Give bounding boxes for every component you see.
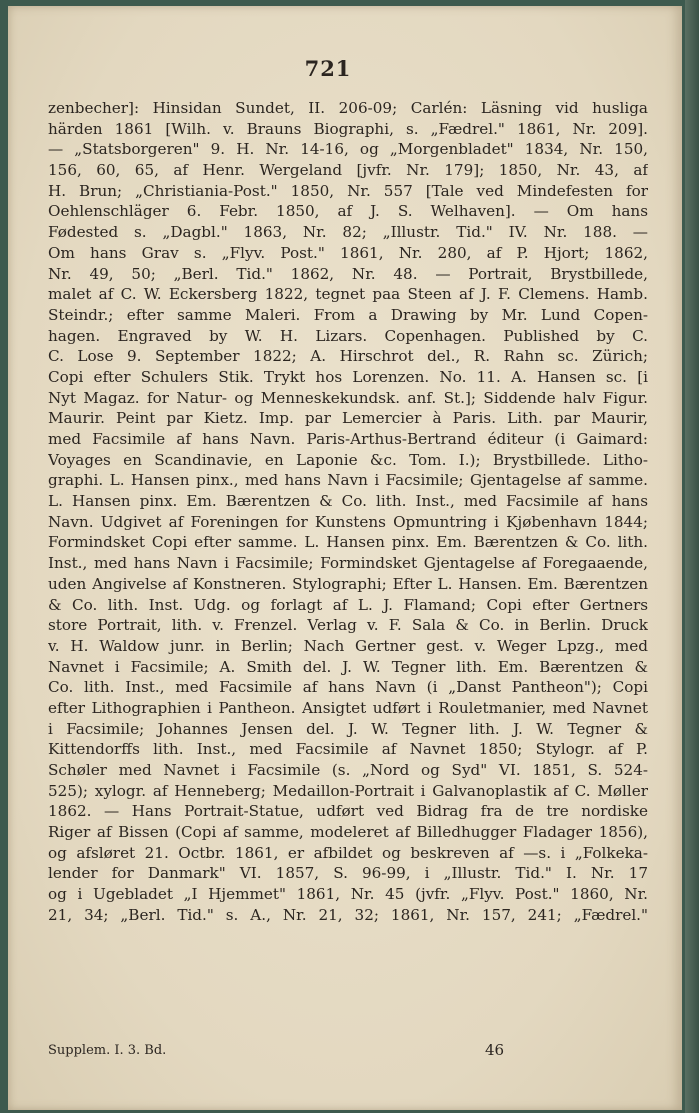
text-line: Steindr.; efter samme Maleri. From a Drawing by Mr. Lund Copen- xyxy=(48,305,648,324)
text-line: Fødested s. „Dagbl." 1863, Nr. 82; „Illustr. Tid." IV. Nr. 188. — xyxy=(48,223,648,242)
body-text xyxy=(48,98,648,926)
text-line: H. Brun; „Christiania-Post." 1850, Nr. 557 [Tale ved Mindefesten for xyxy=(48,181,648,200)
text-line: zenbecher]: Hinsidan Sundet, II. 206-09; Carlén: Läsning vid husliga xyxy=(48,99,648,117)
book-edge xyxy=(685,0,699,1113)
text-line: Om hans Grav s. „Flyv. Post." 1861, Nr. 280, af P. Hjort; 1862, xyxy=(48,243,648,262)
text-line: hagen. Engraved by W. H. Lizars. Copenhagen. Published by C. xyxy=(48,326,648,345)
page-footer xyxy=(48,1043,648,1063)
text-line: C. Lose 9. September 1822; A. Hirschrot del., R. Rahn sc. Zürich; xyxy=(48,347,648,366)
text-line: Schøler med Navnet i Facsimile (s. „Nord og Syd" VI. 1851, S. 524- xyxy=(48,761,648,779)
text-line: Inst., med hans Navn i Facsimile; Formindsket Gjentagelse af Foregaaende, xyxy=(48,554,648,573)
text-line: i Facsimile; Johannes Jensen del. J. W. Tegner lith. J. W. Tegner & xyxy=(48,719,648,738)
text-line: Navnet i Facsimile; A. Smith del. J. W. Tegner lith. Em. Bærentzen & xyxy=(48,657,648,676)
text-line: v. H. Waldow junr. in Berlin; Nach Gertner gest. v. Weger Lpzg., med xyxy=(48,636,648,655)
text-line: Copi efter Schulers Stik. Trykt hos Lorenzen. No. 11. A. Hansen sc. [i xyxy=(48,367,648,386)
text-line: og afsløret 21. Octbr. 1861, er afbildet og beskreven af —s. i „Folkeka- xyxy=(48,843,648,862)
text-line: 156, 60, 65, af Henr. Wergeland [jvfr. Nr. 179]; 1850, Nr. 43, af xyxy=(48,161,648,180)
text-line: og i Ugebladet „I Hjemmet" 1861, Nr. 45 (jvfr. „Flyv. Post." 1860, Nr. xyxy=(48,885,648,904)
text-line: store Portrait, lith. v. Frenzel. Verlag v. F. Sala & Co. in Berlin. Druck xyxy=(48,616,648,635)
text-line: Nyt Magaz. for Natur- og Menneskekundsk. anf. St.]; Siddende halv Figur. xyxy=(48,388,648,407)
text-line: 525); xylogr. af Henneberg; Medaillon-Portrait i Galvanoplastik af C. Møller xyxy=(48,781,648,800)
book-page xyxy=(8,6,682,1110)
text-line: Co. lith. Inst., med Facsimile af hans Navn (i „Danst Pantheon"); Copi xyxy=(48,678,648,697)
text-line: Kittendorffs lith. Inst., med Facsimile af Navnet 1850; Stylogr. af P. xyxy=(48,740,648,759)
page-number: 721 xyxy=(304,56,352,81)
text-line: med Facsimile af hans Navn. Paris-Arthus-Bertrand éditeur (i Gaimard: xyxy=(48,430,648,448)
text-line: 21, 34; „Berl. Tid." s. A., Nr. 21, 32; 1861, Nr. 157, 241; „Fædrel." xyxy=(48,905,648,924)
text-line: L. Hansen pinx. Em. Bærentzen & Co. lith. Inst., med Facsimile af hans xyxy=(48,492,648,511)
text-line: Riger af Bissen (Copi af samme, modeleret af Billedhugger Fladager 1856), xyxy=(48,823,648,842)
text-line: Formindsket Copi efter samme. L. Hansen pinx. Em. Bærentzen & Co. lith. xyxy=(48,533,648,552)
footer-sheet-number: 46 xyxy=(485,1041,505,1059)
text-line: — „Statsborgeren" 9. H. Nr. 14-16, og „Morgenbladet" 1834, Nr. 150, xyxy=(48,140,648,159)
text-line: efter Lithographien i Pantheon. Ansigtet udført i Rouletmanier, med Navnet xyxy=(48,698,648,717)
text-line: & Co. lith. Inst. Udg. og forlagt af L. J. Flamand; Copi efter Gertners xyxy=(48,595,648,614)
text-line: härden 1861 [Wilh. v. Brauns Biographi, s. „Fædrel." 1861, Nr. 209]. xyxy=(48,119,648,138)
text-line: Nr. 49, 50; „Berl. Tid." 1862, Nr. 48. — Portrait, Brystbillede, xyxy=(48,264,648,283)
text-line: Navn. Udgivet af Foreningen for Kunstens Opmuntring i Kjøbenhavn 1844; xyxy=(48,512,648,531)
text-line: Maurir. Peint par Kietz. Imp. par Lemercier à Paris. Lith. par Maurir, xyxy=(48,409,648,428)
text-line: Voyages en Scandinavie, en Laponie &c. Tom. I.); Brystbillede. Litho- xyxy=(48,450,648,469)
text-line: malet af C. W. Eckersberg 1822, tegnet paa Steen af J. F. Clemens. Hamb. xyxy=(48,285,648,304)
text-line: 1862. — Hans Portrait-Statue, udført ved Bidrag fra de tre nordiske xyxy=(48,802,648,821)
footer-signature: Supplem. I. 3. Bd. xyxy=(48,1043,167,1058)
text-line: Oehlenschläger 6. Febr. 1850, af J. S. Welhaven]. — Om hans xyxy=(48,202,648,221)
text-line: graphi. L. Hansen pinx., med hans Navn i Facsimile; Gjentagelse af samme. xyxy=(48,471,648,490)
text-line: lender for Danmark" VI. 1857, S. 96-99, i „Illustr. Tid." I. Nr. 17 xyxy=(48,864,648,883)
text-line: uden Angivelse af Konstneren. Stylographi; Efter L. Hansen. Em. Bærentzen xyxy=(48,574,648,593)
